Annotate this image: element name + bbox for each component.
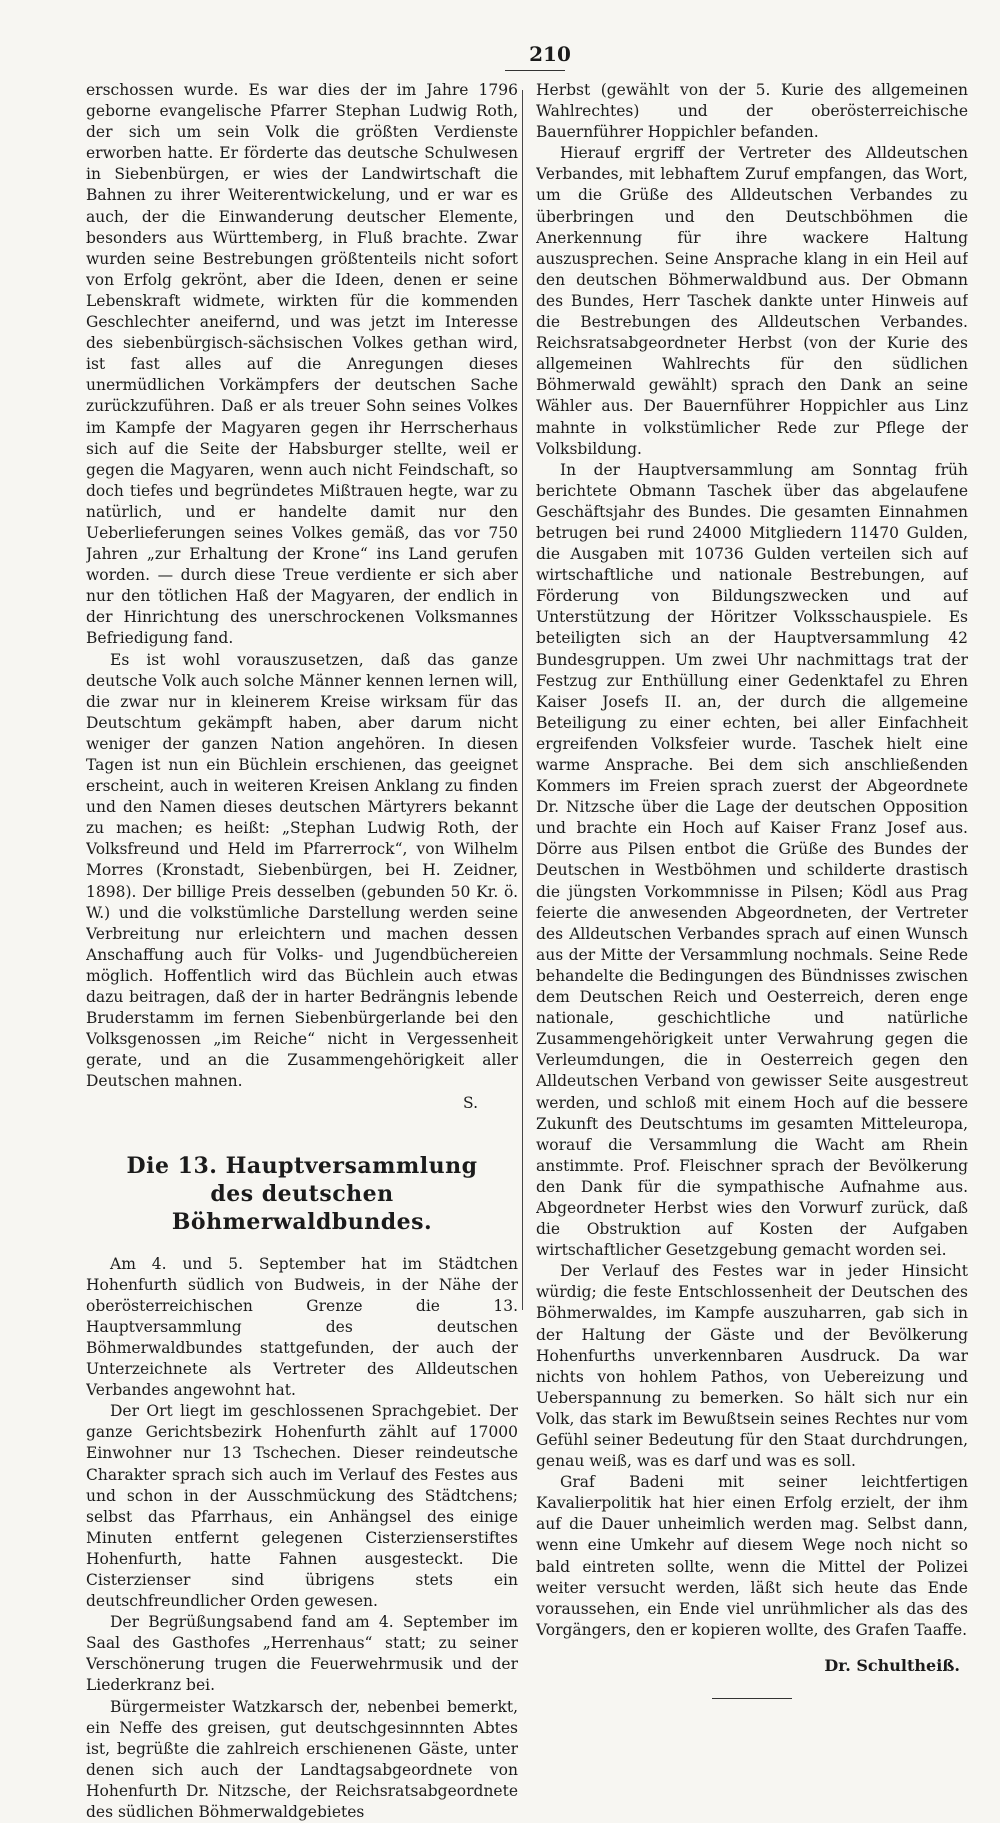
article-paragraph: Der Ort liegt im geschlossenen Sprachgebiet. Der ganze Gerichtsbezirk Hohenfurth zählt auf 17000 Einwohner nur 13 Tschechen. Dieser reindeutsche Charakter sprach sich auch im Verlauf des Festes aus und schon in der Ausschmückung des Städtchens; selbst das Pfarrhaus, ein Anhängsel des einige Minuten entfernt gelegenen Cisterzienserstiftes Hohenfurth, hatte Fahnen ausgesteckt. Die Cisterzienser sind übrigens stets ein deutschfreundlicher Orden gewesen.	[86, 1402, 518, 1611]
article-paragraph: In der Hauptversammlung am Sonntag früh berichtete Obmann Taschek über das abgelaufene Geschäftsjahr des Bundes. Die gesamten Einnahmen betrugen bei rund 24000 Mitgliedern 11470 Gulden, die Ausgaben mit 10736 Gulden verteilen sich auf wirtschaftliche und nationale Bestrebungen, auf Förderung von Bildungszwecken und auf Unterstützung der Höritzer Volksschauspiele. Es beteiligten sich an der Hauptversammlung 42 Bundesgruppen. Um zwei Uhr nachmittags trat der Festzug zur Enthüllung einer Gedenktafel zu Ehren Kaiser Josefs II. an, der durch die allgemeine Beteiligung zu einer echten, bei aller Einfachheit ergreifenden Volksfeier wurde. Taschek hielt eine warme Ansprache. Bei dem sich anschließenden Kommers im Freien sprach zuerst der Abgeordnete Dr. Nitzsche über die Lage der deutschen Opposition und brachte ein Hoch auf Kaiser Franz Josef aus. Dörre aus Pilsen entbot die Grüße des Bundes der Deutschen in Westböhmen und schilderte drastisch die jüngsten Vorkommnisse in Pilsen; Ködl aus Prag feierte die anwesenden Abgeordneten, der Vertreter des Alldeutschen Verbandes sprach auf einen Wunsch aus der Mitte der Versammlung nochmals. Seine Rede behandelte die Bedingungen des Bündnisses zwischen dem Deutschen Reich und Oesterreich, deren enge nationale, geschichtliche und natürliche Zusammengehörigkeit unter Verwahrung gegen die Verleumdungen, die in Oesterreich gegen den Alldeutschen Verband von gewisser Seite ausgestreut werden, und schloß mit einem Hoch auf die bessere Zukunft des Deutschtums im gesamten Mitteleuropa, worauf die Versammlung die Wacht am Rhein anstimmte. Prof. Fleischner sprach der Bevölkerung den Dank für die sympathische Aufnahme aus. Abgeordneter Herbst wies den Vorwurf zurück, daß die Obstruktion auf Kosten der Aufgaben wirtschaftlicher Gesetzgebung gemacht worden sei.	[536, 460, 968, 1260]
page-number: 210	[529, 42, 571, 66]
article-paragraph: Hierauf ergriff der Vertreter des Alldeutschen Verbandes, mit lebhaftem Zuruf empfangen, das Wort, um die Grüße des Alldeutschen Verbandes zu überbringen und den Deutschböhmen die Anerkennung für ihre wackere Haltung auszusprechen. Seine Ansprache klang in ein Heil auf den deutschen Böhmerwaldbund aus. Der Obmann des Bundes, Herr Taschek dankte unter Hinweis auf die Bestrebungen des Alldeutschen Verbandes. Reichsratsabgeordneter Herbst (von der Kurie des allgemeinen Wahlrechts für den südlichen Böhmerwald gewählt) sprach den Dank an seine Wähler aus. Der Bauernführer Hoppichler aus Linz mahnte in volkstümlicher Rede zur Pflege der Volksbildung.	[536, 144, 968, 458]
roth-article-paragraph: Es ist wohl vorauszusetzen, daß das ganze deutsche Volk auch solche Männer kennen lernen will, die zwar nur in kleinerem Kreise wirksam für das Deutschtum gekämpft haben, aber darum nicht weniger der ganzen Nation angehören. In diesen Tagen ist nun ein Büchlein erschienen, das geeignet erscheint, auch in weiteren Kreisen Anklang zu finden und den Namen dieses deutschen Märtyrers bekannt zu machen; es heißt: „Stephan Ludwig Roth, der Volksfreund und Held im Pfarrerrock“, von Wilhelm Morres (Kronstadt, Siebenbürgen, bei H. Zeidner, 1898). Der billige Preis desselben (gebunden 50 Kr. ö. W.) und die volkstümliche Darstellung werden seine Verbreitung nur erleichtern und machen dessen Anschaffung auch für Volks- und Jugendbüchereien möglich. Hoffentlich wird das Büchlein auch etwas dazu beitragen, daß der in harter Bedrängnis lebende Bruderstamm im fernen Siebenbürgerlande bei den Volksgenossen „im Reiche“ nicht in Vergessenheit gerate, und an die Zusammengehörigkeit aller Deutschen mahnen.	[86, 650, 518, 1091]
left-column	[86, 80, 518, 1823]
article-paragraph: Herbst (gewählt von der 5. Kurie des allgemeinen Wahlrechtes) und der oberösterreichische Bauernführer Hoppichler befanden.	[536, 81, 968, 142]
article-paragraph: Der Begrüßungsabend fand am 4. September im Saal des Gasthofes „Herrenhaus“ statt; zu seiner Verschönerung trugen die Feuerwehrmusik und der Liederkranz bei.	[86, 1613, 518, 1695]
page-number-rule	[505, 70, 565, 71]
author-signature: Dr. Schultheiß.	[824, 1655, 960, 1675]
article-paragraph: Der Verlauf des Festes war in jeder Hinsicht würdig; die feste Entschlossenheit der Deutschen des Böhmerwaldes, im Kampfe auszuharren, gab sich in der Haltung der Gäste und der Bevölkerung Hohenfurths unverkennbaren Ausdruck. Da war nichts von hohlem Pathos, von Uebereizung und Ueberspannung zu bemerken. So hält sich nur ein Volk, das stark im Bewußtsein seines Rechtes nur vom Gefühl seiner Bedeutung für den Staat durchdrungen, genau weiß, was es darf und was es soll.	[536, 1262, 968, 1471]
author-initial: S.	[463, 1093, 478, 1112]
end-rule	[712, 1698, 792, 1699]
headline-line-2: des deutschen Böhmerwaldbundes.	[171, 1180, 433, 1235]
article-paragraph: Graf Badeni mit seiner leichtfertigen Kavalierpolitik hat hier einen Erfolg erzielt, der ihm auf die Dauer unheimlich werden mag. Selbst dann, wenn eine Umkehr auf diesem Wege noch nicht so bald eintreten sollte, wenn die Mittel der Polizei weiter versucht werden, läßt sich heute das Ende voraussehen, ein Ende viel unrühmlicher als das des Vorgängers, den er kopieren wollte, des Grafen Taaffe.	[536, 1473, 968, 1639]
right-column	[536, 80, 968, 1699]
column-divider	[522, 90, 523, 1310]
article-headline	[86, 1152, 518, 1236]
roth-article-paragraph: erschossen wurde. Es war dies der im Jahre 1796 geborne evangelische Pfarrer Stephan Ludwig Roth, der sich um sein Volk die größten Verdienste erworben hatte. Er förderte das deutsche Schulwesen in Siebenbürgen, er wies der Landwirtschaft die Bahnen zu ihrer Weiterentwickelung, und er war es auch, der die Einwanderung deutscher Elemente, besonders aus Württemberg, in Fluß brachte. Zwar wurden seine Bestrebungen größtenteils nicht sofort von Erfolg gekrönt, aber die Ideen, denen er seine Lebenskraft widmete, wirkten für die kommenden Geschlechter aneifernd, und was jetzt im Interesse des siebenbürgisch-sächsischen Volkes gethan wird, ist fast alles auf die Anregungen dieses unermüdlichen Vorkämpfers der deutschen Sache zurückzuführen. Daß er als treuer Sohn seines Volkes im Kampfe der Magyaren gegen ihr Herrscherhaus sich auf die Seite der Habsburger stellte, weil er gegen die Magyaren, wenn auch nicht Feindschaft, so doch tiefes und begründetes Mißtrauen hegte, war zu natürlich, und er handelte damit nur den Ueberlieferungen seines Volkes gemäß, das vor 750 Jahren „zur Erhaltung der Krone“ ins Land gerufen worden. — durch diese Treue verdiente er sich aber nur den tötlichen Haß der Magyaren, der endlich in der Hinrichtung des unerschrockenen Volksmannes Befriedigung fand.	[86, 81, 518, 648]
article-paragraph: Bürgermeister Watzkarsch der, nebenbei bemerkt, ein Neffe des greisen, gut deutschgesinnnten Abtes ist, begrüßte die zahlreich erschienenen Gäste, unter denen sich auch der Landtagsabgeordnete von Hohenfurth Dr. Nitzsche, der Reichsratsabgeordnete des südlichen Böhmerwaldgebietes	[86, 1697, 518, 1822]
headline-line-1: Die 13. Hauptversammlung	[126, 1152, 478, 1179]
article-paragraph: Am 4. und 5. September hat im Städtchen Hohenfurth südlich von Budweis, in der Nähe der oberösterreichischen Grenze die 13. Hauptversammlung des deutschen Böhmerwaldbundes stattgefunden, der auch der Unterzeichnete als Vertreter des Alldeutschen Verbandes angewohnt hat.	[86, 1254, 518, 1400]
